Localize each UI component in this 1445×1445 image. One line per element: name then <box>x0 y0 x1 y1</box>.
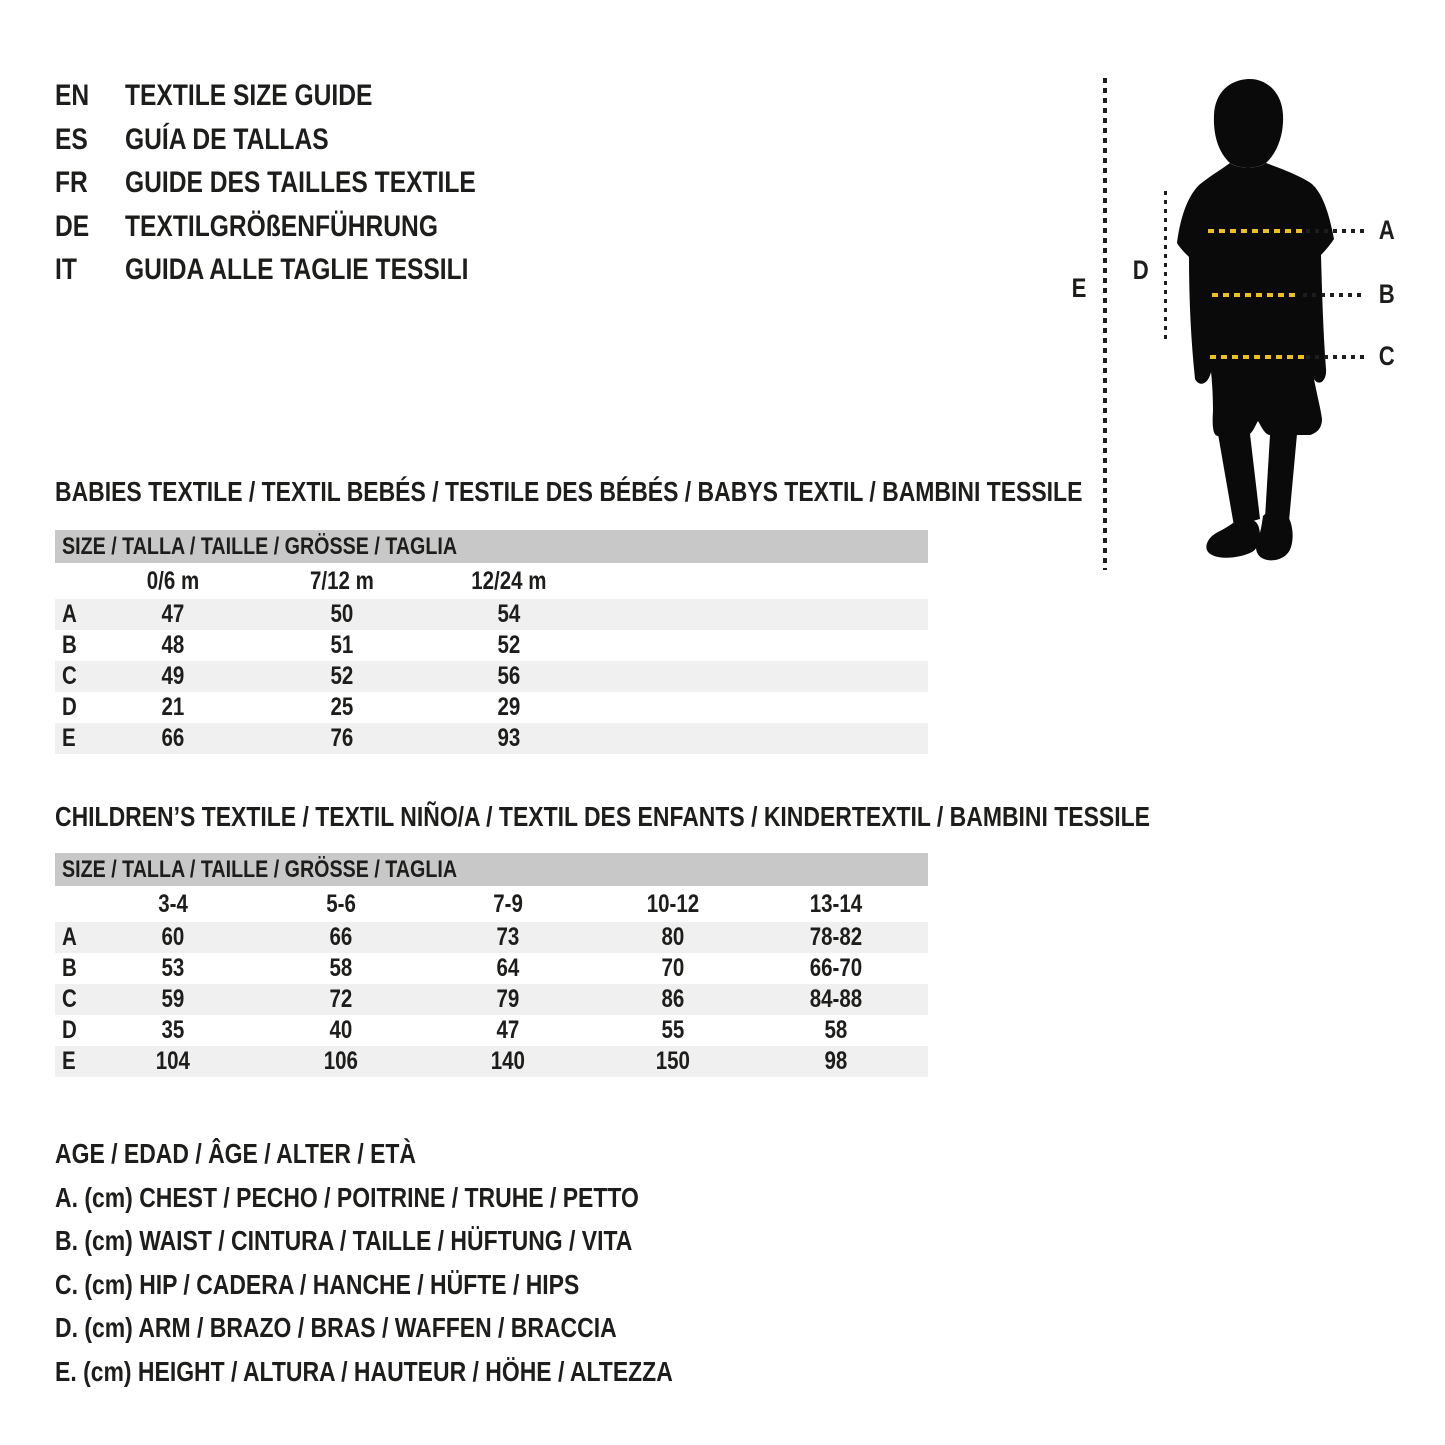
cell-value: 58 <box>824 1016 848 1044</box>
waist-measure-dashes-b <box>1212 293 1300 297</box>
column-header: 12/24 m <box>470 567 547 595</box>
cell-value: 140 <box>490 1047 526 1075</box>
measure-label-b: B <box>1379 279 1395 309</box>
language-row <box>55 118 553 162</box>
cell-value: 64 <box>496 954 520 982</box>
legend-line: C. (cm) HIP / CADERA / HANCHE / HÜFTE / HIPS <box>55 1268 580 1300</box>
chest-measure-leader-a <box>1306 229 1364 233</box>
cell-value: 56 <box>497 662 520 690</box>
row-letter: A <box>62 600 77 628</box>
measure-label-d: D <box>1133 255 1149 285</box>
cell-value: 59 <box>161 985 185 1013</box>
size-header-label: SIZE / TALLA / TAILLE / GRÖSSE / TAGLIA <box>62 533 458 560</box>
table-row <box>55 953 928 984</box>
measurement-legend <box>55 1132 808 1394</box>
cell-value: 78-82 <box>809 923 863 951</box>
babies-size-table <box>55 530 928 754</box>
size-header-label: SIZE / TALLA / TAILLE / GRÖSSE / TAGLIA <box>62 856 458 883</box>
cell-value: 49 <box>161 662 185 690</box>
cell-value: 104 <box>155 1047 191 1075</box>
column-header: 7/12 m <box>309 567 374 595</box>
cell-value: 50 <box>330 600 353 628</box>
waist-measure-leader-b <box>1303 293 1364 297</box>
language-title: GUÍA DE TALLAS <box>125 122 329 156</box>
cell-value: 150 <box>655 1047 691 1075</box>
row-letter: D <box>62 1016 77 1044</box>
measure-label-e: E <box>1071 273 1087 303</box>
cell-value: 54 <box>497 600 520 628</box>
cell-value: 93 <box>497 724 520 752</box>
cell-value: 40 <box>329 1016 353 1044</box>
row-letter: B <box>62 631 77 659</box>
language-row <box>55 74 553 118</box>
table-row <box>55 661 928 692</box>
table-row <box>55 922 928 953</box>
language-code: ES <box>55 122 88 156</box>
table-row <box>55 984 928 1015</box>
size-header-bar <box>55 530 928 563</box>
row-letter: E <box>62 1047 76 1075</box>
cell-value: 73 <box>496 923 520 951</box>
babies-section-title: BABIES TEXTILE / TEXTIL BEBÉS / TESTILE DES BÉBÉS / BABYS TEXTIL / BAMBINI TESSILE <box>55 476 1083 507</box>
legend-line: E. (cm) HEIGHT / ALTURA / HAUTEUR / HÖHE / ALTEZZA <box>55 1355 673 1387</box>
cell-value: 47 <box>496 1016 520 1044</box>
language-title: TEXTILE SIZE GUIDE <box>125 79 373 112</box>
row-letter: E <box>62 724 76 752</box>
language-row <box>55 205 553 249</box>
arm-measure-line-d <box>1164 191 1167 344</box>
cell-value: 80 <box>661 923 685 951</box>
cell-value: 35 <box>161 1016 185 1044</box>
cell-value: 48 <box>161 631 185 659</box>
language-code: EN <box>55 79 90 112</box>
cell-value: 60 <box>161 923 185 951</box>
cell-value: 47 <box>161 600 185 628</box>
chest-measure-dashes-a <box>1208 229 1303 233</box>
language-title-list <box>55 74 553 292</box>
measure-label-a: A <box>1379 215 1395 245</box>
hip-measure-dashes-c <box>1210 355 1304 359</box>
cell-value: 66 <box>329 923 353 951</box>
row-letter: A <box>62 923 77 951</box>
legend-line: B. (cm) WAIST / CINTURA / TAILLE / HÜFTUNG / VITA <box>55 1225 633 1257</box>
table-row <box>55 599 928 630</box>
cell-value: 84-88 <box>809 985 863 1013</box>
cell-value: 76 <box>330 724 353 752</box>
language-title: GUIDE DES TAILLES TEXTILE <box>125 166 476 199</box>
language-title: TEXTILGRÖßENFÜHRUNG <box>125 209 438 243</box>
language-row <box>55 248 553 292</box>
column-header: 5-6 <box>326 890 356 918</box>
language-code: FR <box>55 166 88 199</box>
cell-value: 66 <box>161 724 185 752</box>
language-code: IT <box>55 253 77 286</box>
table-row <box>55 692 928 723</box>
column-header-row <box>55 886 928 922</box>
children-section-title: CHILDREN’S TEXTILE / TEXTIL NIÑO/A / TEXTIL DES ENFANTS / KINDERTEXTIL / BAMBINI TESSILE <box>55 801 1150 832</box>
cell-value: 52 <box>330 662 353 690</box>
cell-value: 72 <box>329 985 353 1013</box>
cell-value: 55 <box>661 1016 685 1044</box>
column-header-row <box>55 563 928 599</box>
measure-label-c: C <box>1379 341 1395 371</box>
cell-value: 98 <box>824 1047 848 1075</box>
table-row <box>55 1015 928 1046</box>
table-row <box>55 630 928 661</box>
language-code: DE <box>55 209 90 243</box>
cell-value: 70 <box>661 954 685 982</box>
legend-line: D. (cm) ARM / BRAZO / BRAS / WAFFEN / BRACCIA <box>55 1312 617 1344</box>
column-header: 3-4 <box>158 890 188 918</box>
cell-value: 53 <box>161 954 185 982</box>
cell-value: 106 <box>323 1047 359 1075</box>
column-header: 10-12 <box>646 890 700 918</box>
legend-line: A. (cm) CHEST / PECHO / POITRINE / TRUHE / PETTO <box>55 1181 639 1213</box>
cell-value: 21 <box>161 693 185 721</box>
cell-value: 86 <box>661 985 685 1013</box>
column-header: 0/6 m <box>146 567 200 595</box>
column-header: 7-9 <box>493 890 523 918</box>
cell-value: 51 <box>330 631 353 659</box>
children-size-table <box>55 853 928 1077</box>
language-title: GUIDA ALLE TAGLIE TESSILI <box>125 253 469 286</box>
column-header: 13-14 <box>809 890 863 918</box>
table-row <box>55 723 928 754</box>
hip-measure-leader-c <box>1306 355 1364 359</box>
table-row <box>55 1046 928 1077</box>
cell-value: 66-70 <box>809 954 863 982</box>
language-row <box>55 161 553 205</box>
size-header-bar <box>55 853 928 886</box>
row-letter: C <box>62 985 77 1013</box>
cell-value: 58 <box>329 954 353 982</box>
row-letter: D <box>62 693 77 721</box>
cell-value: 52 <box>497 631 520 659</box>
legend-line: AGE / EDAD / ÂGE / ALTER / ETÀ <box>55 1138 417 1169</box>
cell-value: 29 <box>497 693 520 721</box>
row-letter: B <box>62 954 77 982</box>
cell-value: 79 <box>496 985 520 1013</box>
row-letter: C <box>62 662 77 690</box>
cell-value: 25 <box>330 693 353 721</box>
